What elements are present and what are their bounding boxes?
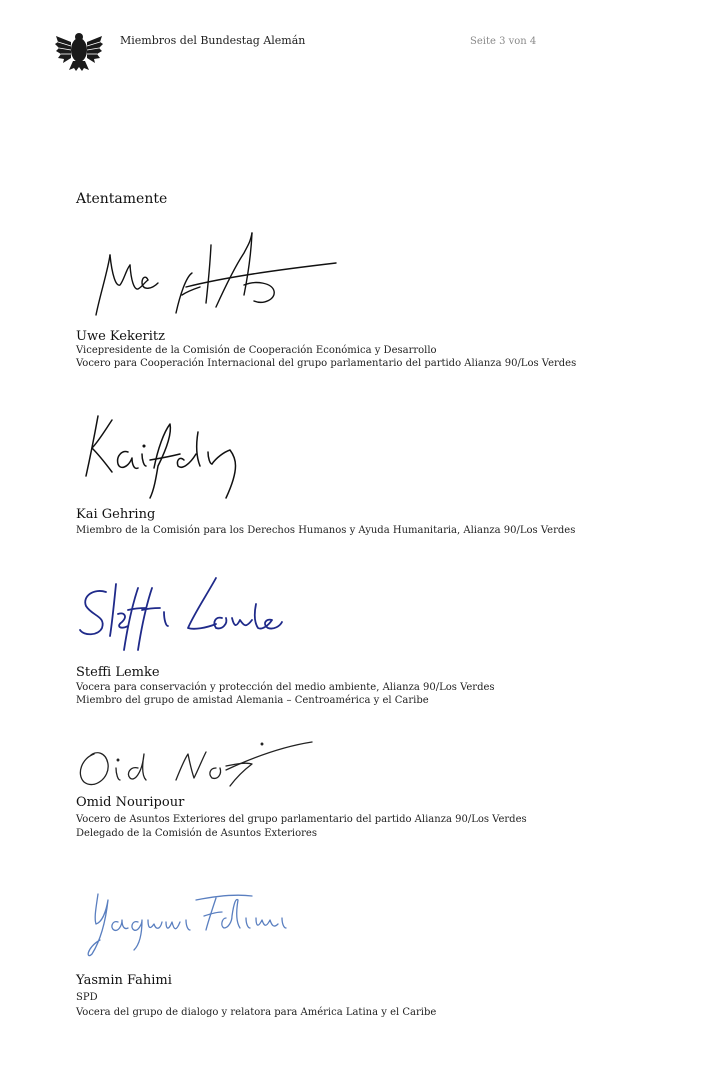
signatory-role: Vocera del grupo de dialogo y relatora para América Latina y el Caribe [76,1007,437,1018]
page-number: Seite 3 von 4 [470,36,537,47]
signatory-role: Vicepresidente de la Comisión de Cooperación Económica y Desarrollo [76,345,437,356]
signature-block-fahimi [76,888,676,1028]
signatory-name: Kai Gehring [76,507,156,522]
signatory-role: Miembro de la Comisión para los Derechos Humanos y Ayuda Humanitaria, Alianza 90/Los Verdes [76,525,576,536]
signatory-name: Omid Nouripour [76,795,185,810]
signature-block-kekeritz [76,225,676,375]
signatory-role: Vocero de Asuntos Exteriores del grupo parlamentario del partido Alianza 90/Los Verdes [76,814,527,825]
signatory-role: Miembro del grupo de amistad Alemania – Centroamérica y el Caribe [76,695,429,706]
signature-block-lemke [76,574,676,714]
header-title: Miembros del Bundestag Alemán [120,34,306,47]
page-header [0,0,719,80]
signatory-role: Vocera para conservación y protección del medio ambiente, Alianza 90/Los Verdes [76,682,495,693]
signature-image [76,408,266,503]
signature-image [76,734,316,794]
signature-image [76,888,296,968]
signature-image [76,574,286,664]
signatory-role: Delegado de la Comisión de Asuntos Exteriores [76,828,317,839]
signature-image [76,225,346,325]
closing-salutation: Atentamente [76,191,168,207]
bundestag-eagle-icon [54,28,104,72]
signatory-role: SPD [76,992,98,1003]
signatory-name: Yasmin Fahimi [76,973,172,988]
signatory-name: Steffi Lemke [76,665,160,680]
signatory-role: Vocero para Cooperación Internacional del grupo parlamentario del partido Alianza 90/Los Verdes [76,358,577,369]
signature-block-nouripour [76,734,676,844]
signature-block-gehring [76,408,676,543]
signatory-name: Uwe Kekeritz [76,329,165,344]
